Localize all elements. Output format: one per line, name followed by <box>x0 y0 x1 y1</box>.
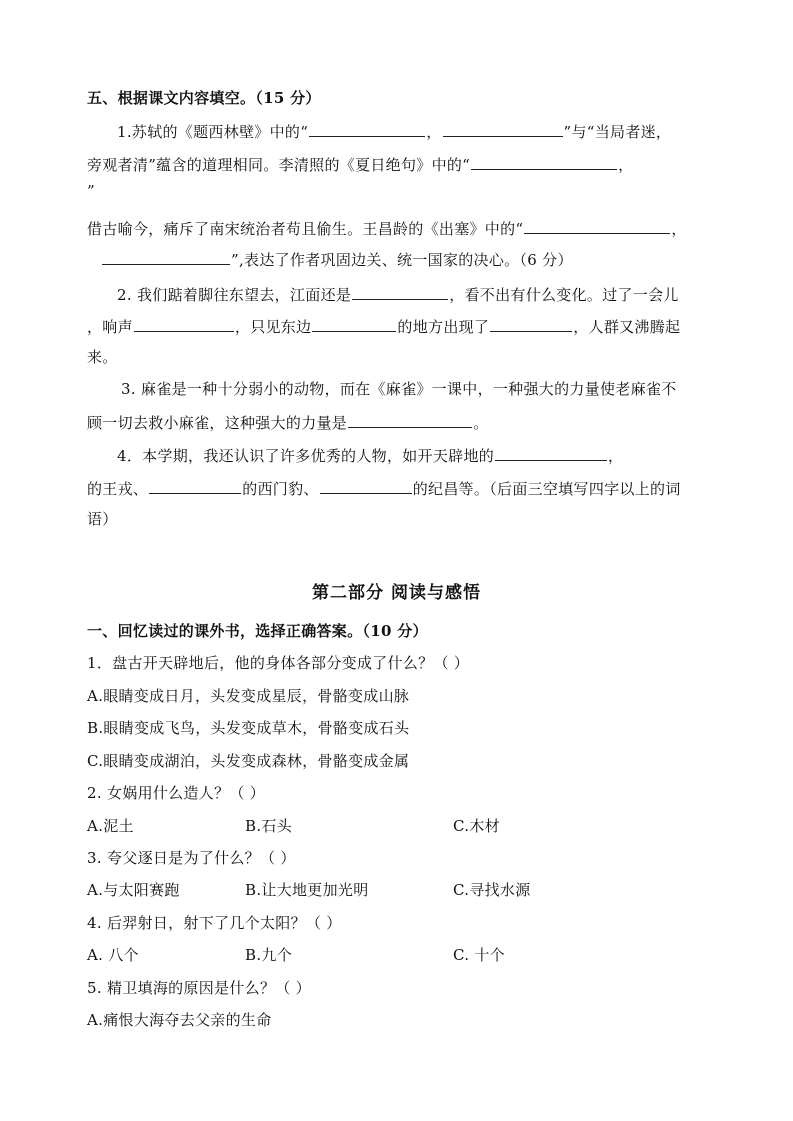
mc-option-3c[interactable]: C.寻找水源 <box>453 881 531 899</box>
q4-line1: 4．本学期，我还认识了许多优秀的人物，如开天辟地的 ， <box>117 444 623 466</box>
q2-blank-4[interactable] <box>490 315 572 332</box>
q2-line1: 2. 我们踮着脚往东望去，江面还是 ，看不出有什么变化。过了一会儿 <box>117 283 679 305</box>
q4-line3: 语） <box>87 510 118 528</box>
mc-option-4c[interactable]: C. 十个 <box>453 946 505 964</box>
mc-option-1b[interactable]: B.眼睛变成飞鸟，头发变成草木，骨骼变成石头 <box>87 719 410 737</box>
mc-option-1a[interactable]: A.眼睛变成日月，头发变成星辰，骨骼变成山脉 <box>87 687 410 705</box>
part2-title: 第二部分 阅读与感悟 <box>312 583 481 603</box>
q1-line3: ” <box>87 182 95 200</box>
q4-blank-2[interactable] <box>149 477 241 494</box>
q2-line2: ，响声 ，只见东边 的地方出现了 ，人群又沸腾起 <box>87 315 680 337</box>
part2-section1-heading: 一、回忆读过的课外书，选择正确答案。（10 分） <box>87 622 428 640</box>
q1-blank-2[interactable] <box>443 120 563 137</box>
mc-question-4: 4. 后羿射日，射下了几个太阳？（ ） <box>87 914 342 932</box>
q1-line1: 1.苏轼的《题西林壁》中的“ ， ”与“当局者迷， <box>117 120 671 142</box>
mc-option-2a[interactable]: A.泥土 <box>87 817 134 835</box>
q2-blank-2[interactable] <box>134 315 234 332</box>
mc-option-2c[interactable]: C.木材 <box>453 817 500 835</box>
q1-line2: 旁观者清”蕴含的道理相同。李清照的《夏日绝句》中的“ ， <box>87 153 633 175</box>
q2-blank-1[interactable] <box>352 283 448 300</box>
q1-line5: ”,表达了作者巩固边关、统一国家的决心。（6 分） <box>101 248 573 270</box>
q1-blank-5[interactable] <box>102 248 230 265</box>
q3-line2: 顾一切去救小麻雀，这种强大的力量是 。 <box>87 411 488 433</box>
mc-question-3: 3. 夸父逐日是为了什么？（ ） <box>87 849 296 867</box>
mc-question-2: 2. 女娲用什么造人？（ ） <box>87 784 266 802</box>
mc-option-5a[interactable]: A.痛恨大海夺去父亲的生命 <box>87 1011 272 1029</box>
q3-line1: 3. 麻雀是一种十分弱小的动物，而在《麻雀》一课中，一种强大的力量使老麻雀不 <box>121 380 677 398</box>
mc-option-4b[interactable]: B.九个 <box>245 946 292 964</box>
mc-option-1c[interactable]: C.眼睛变成湖泊，头发变成森林，骨骼变成金属 <box>87 752 410 770</box>
q1-blank-1[interactable] <box>309 120 425 137</box>
mc-option-3a[interactable]: A.与太阳赛跑 <box>87 881 180 899</box>
q3-blank-1[interactable] <box>348 411 472 428</box>
q4-line2: 的王戎、 的西门豹、 的纪昌等。（后面三空填写四字以上的词 <box>87 477 681 499</box>
mc-option-2b[interactable]: B.石头 <box>245 817 292 835</box>
q1-line4: 借古喻今，痛斥了南宋统治者苟且偷生。王昌龄的《出塞》中的“ ， <box>87 217 687 239</box>
q1-blank-4[interactable] <box>524 217 670 234</box>
mc-option-4a[interactable]: A. 八个 <box>87 946 139 964</box>
mc-option-3b[interactable]: B.让大地更加光明 <box>245 881 369 899</box>
q4-blank-3[interactable] <box>320 477 412 494</box>
q2-blank-3[interactable] <box>312 315 396 332</box>
section5-heading: 五、根据课文内容填空。（15 分） <box>87 89 321 107</box>
mc-question-1: 1．盘古开天辟地后，他的身体各部分变成了什么？（ ） <box>87 654 470 672</box>
mc-question-5: 5. 精卫填海的原因是什么？（ ） <box>87 979 311 997</box>
q2-line3: 来。 <box>87 348 118 366</box>
q4-blank-1[interactable] <box>495 444 607 461</box>
q1-blank-3[interactable] <box>471 153 617 170</box>
